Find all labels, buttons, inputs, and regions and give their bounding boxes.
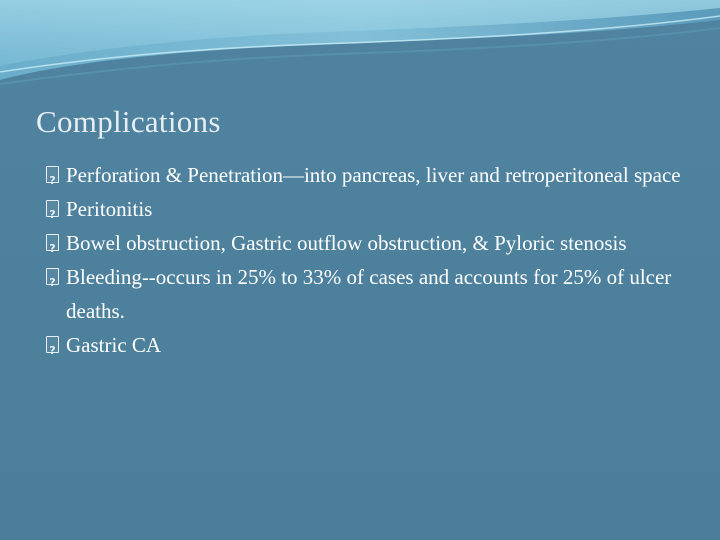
bullet-item bbox=[46, 328, 686, 362]
missing-glyph-icon bbox=[46, 234, 59, 251]
bullet-text: Gastric CA bbox=[66, 333, 162, 357]
bullet-list bbox=[46, 158, 686, 362]
bullet-item bbox=[46, 226, 686, 260]
header-wave-decoration bbox=[0, 0, 720, 110]
slide-title: Complications bbox=[36, 104, 221, 139]
bullet-text: Perforation & Penetration—into pancreas, liver and retroperitoneal space bbox=[66, 163, 681, 187]
missing-glyph-icon bbox=[46, 336, 59, 353]
bullet-item bbox=[46, 158, 686, 192]
missing-glyph-icon bbox=[46, 268, 59, 285]
bullet-text: Bowel obstruction, Gastric outflow obstruction, & Pyloric stenosis bbox=[66, 231, 627, 255]
bullet-item bbox=[46, 260, 686, 328]
bullet-text: Peritonitis bbox=[66, 197, 153, 221]
missing-glyph-icon bbox=[46, 200, 59, 217]
bullet-item bbox=[46, 192, 686, 226]
bullet-text: Bleeding--occurs in 25% to 33% of cases and accounts for 25% of ulcer deaths. bbox=[66, 265, 672, 323]
missing-glyph-icon bbox=[46, 166, 59, 183]
